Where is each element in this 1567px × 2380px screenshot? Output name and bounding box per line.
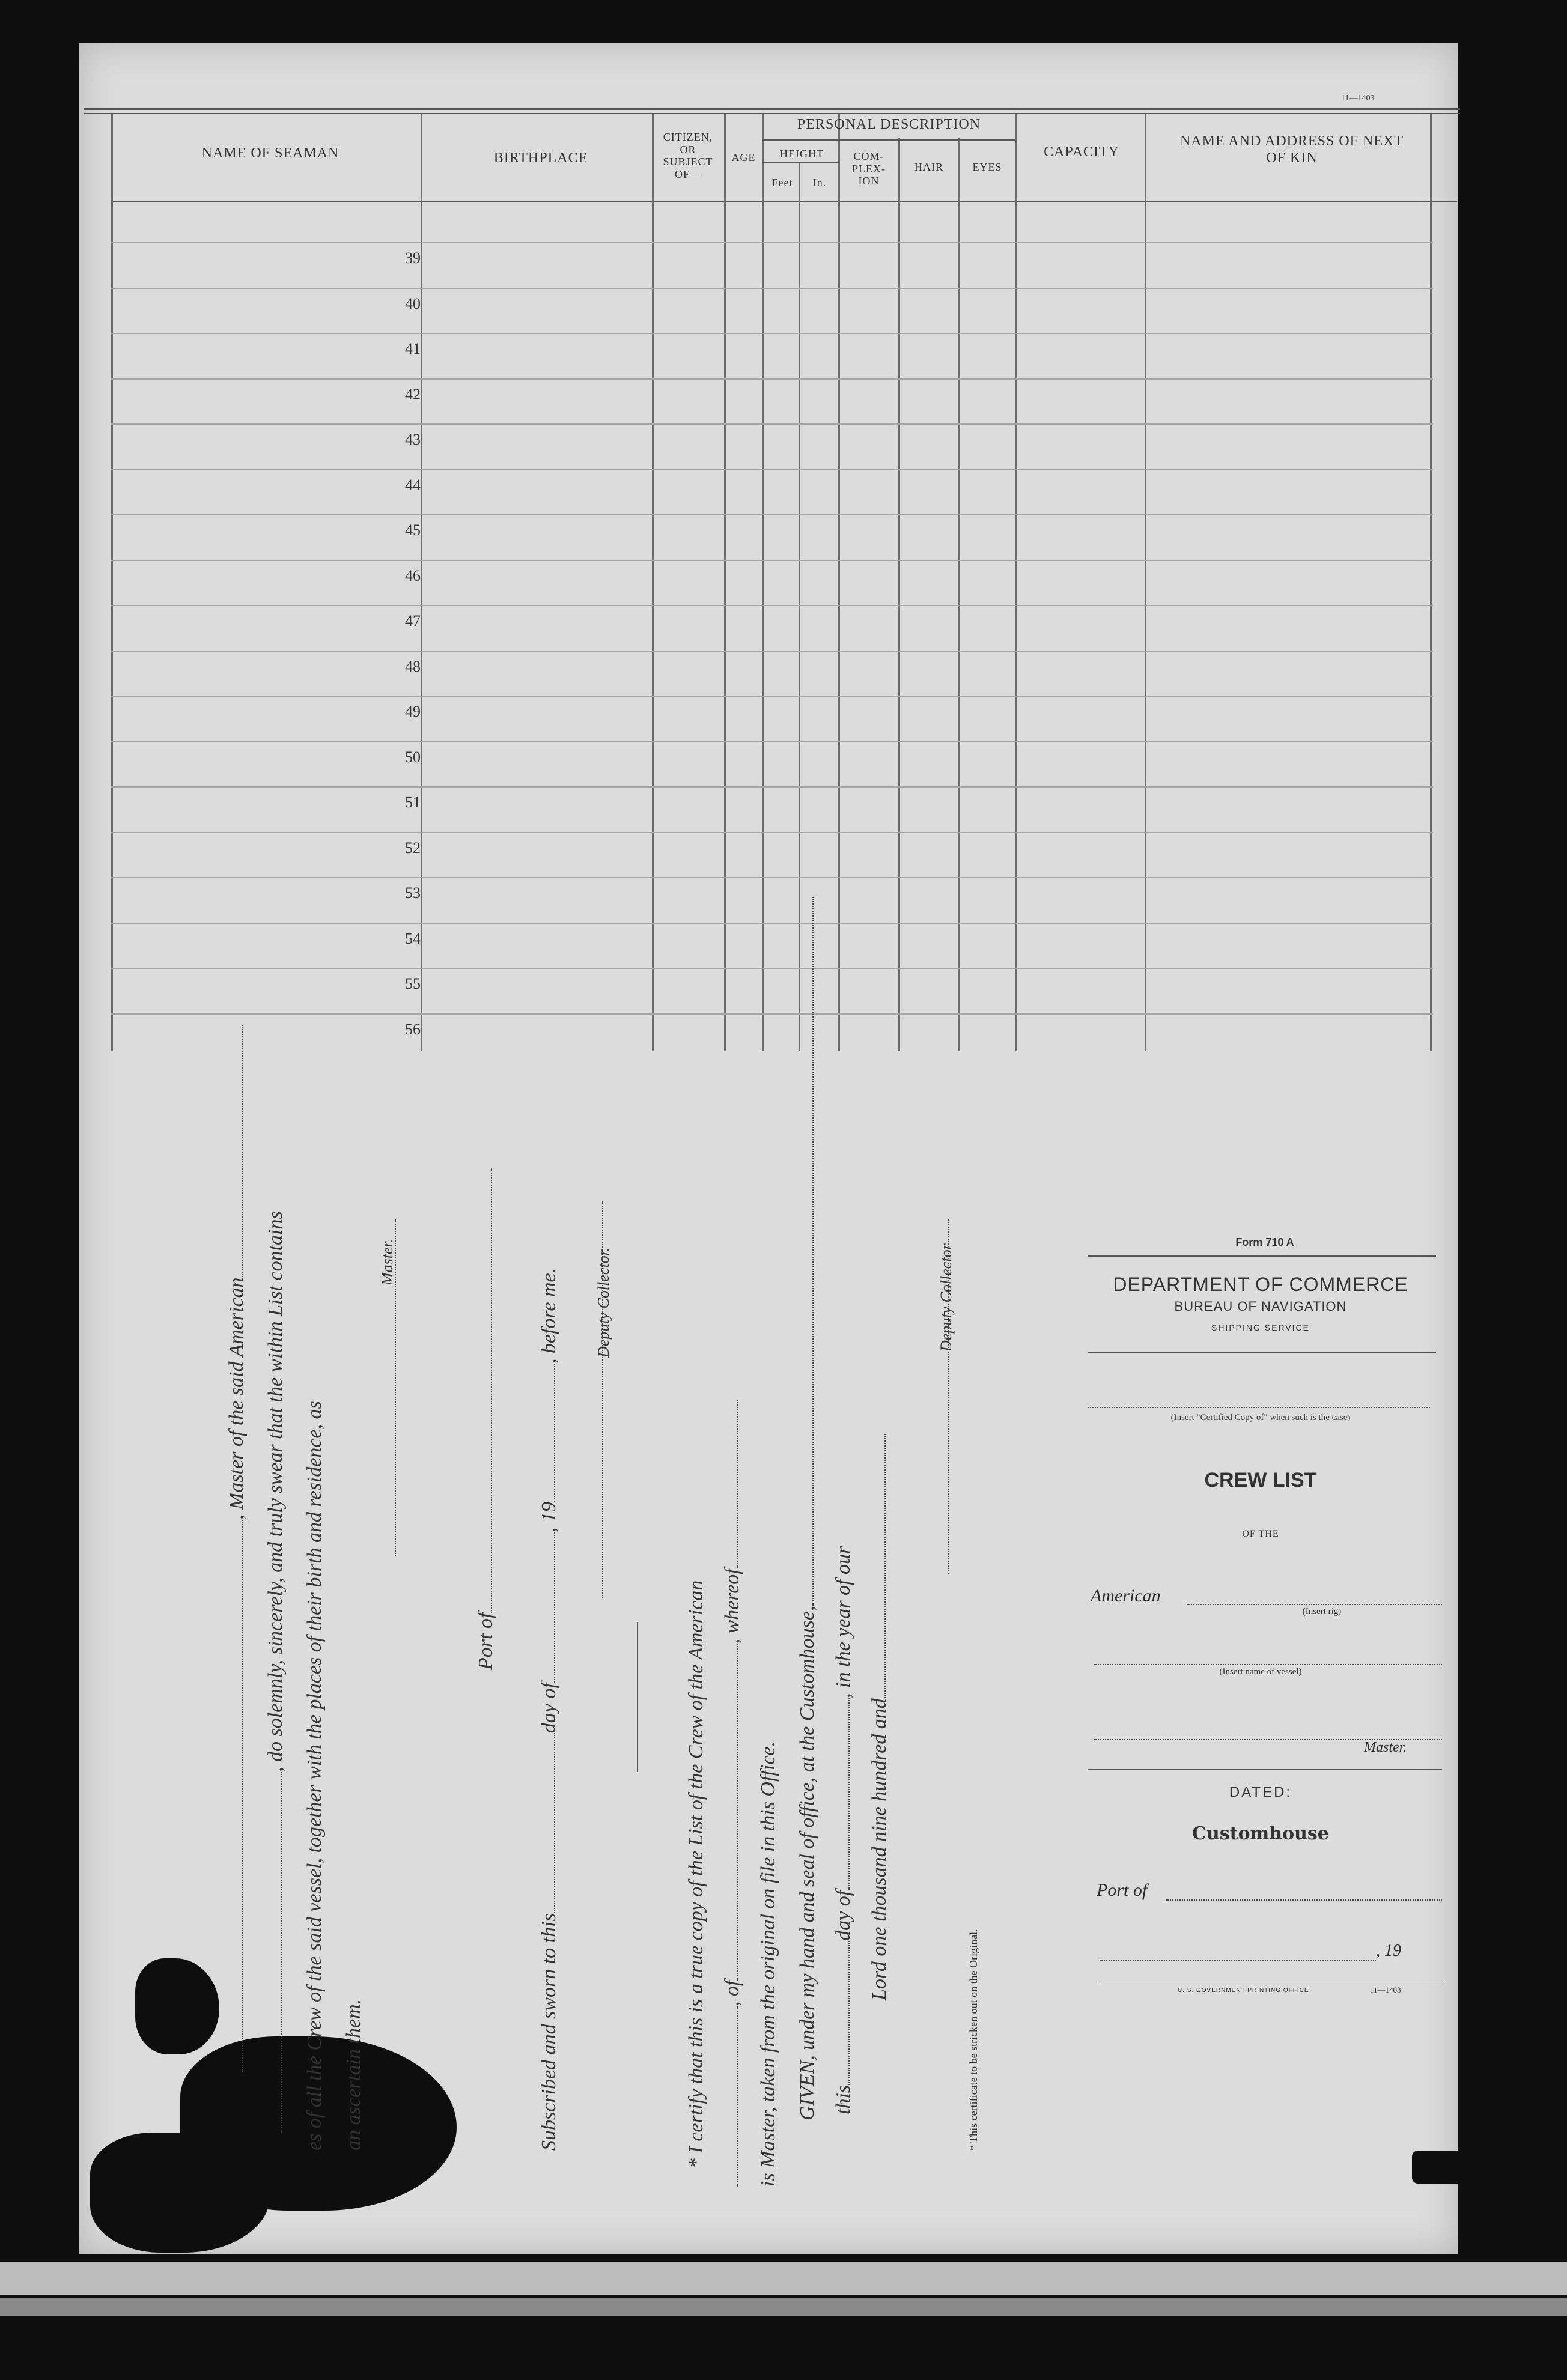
cover-master-label: Master.	[1364, 1740, 1407, 1755]
certify-footnote: * This certificate to be stricken out on the Original.	[967, 1929, 979, 2151]
lower-page-edge	[0, 2262, 1567, 2295]
column-inches: In.	[812, 177, 827, 189]
customhouse-label: Customhouse	[1192, 1823, 1329, 1844]
lower-page-shadow	[0, 2298, 1567, 2316]
certify-line-3: is Master, taken from the original on file in this Office.	[757, 1741, 779, 2187]
printer-imprint: U. S. GOVERNMENT PRINTING OFFICE	[1178, 1987, 1309, 1994]
table-row	[111, 333, 1433, 334]
certify-deputy-label: Deputy Collector	[937, 1243, 955, 1352]
column-personal-description: PERSONAL DESCRIPTION	[797, 117, 981, 132]
row-number: 48	[405, 658, 421, 675]
column-age: AGE	[731, 151, 756, 163]
department-title: DEPARTMENT OF COMMERCE	[1113, 1273, 1408, 1295]
column-next-of-kin: NAME AND ADDRESS OF NEXT OF KIN	[1179, 133, 1404, 166]
table-row	[111, 651, 1433, 652]
oath-line-1: , Master of the said American	[225, 1025, 248, 2072]
row-number: 53	[405, 884, 421, 902]
dated-label: DATED:	[1229, 1784, 1292, 1800]
master-label: Master.	[379, 1239, 396, 1286]
of-the-label: OF THE	[1242, 1529, 1279, 1539]
row-number: 55	[405, 975, 421, 992]
row-number: 51	[405, 794, 421, 811]
deputy-collector-label: Deputy Collector.	[595, 1247, 612, 1358]
certify-line-5: thisday of, in the year of our	[832, 1546, 854, 2114]
table-row	[111, 514, 1433, 515]
oath-line-3: es of all the Crew of the said vessel, together with the places of their birth and residence, as	[303, 1401, 326, 2151]
oath-line-4: an ascertain them.	[342, 1999, 365, 2151]
column-feet: Feet	[771, 177, 793, 189]
certify-line-6: Lord one thousand nine hundred and	[868, 1434, 891, 2000]
cover-year-label: , 19	[1376, 1941, 1401, 1960]
table-row	[111, 786, 1433, 788]
torn-corner	[135, 1958, 219, 2054]
table-row	[111, 605, 1433, 606]
table-row	[111, 832, 1433, 833]
certify-line-1: * I certify that this is a true copy of the List of the Crew of the American	[685, 1580, 707, 2169]
crew-list-title: CREW LIST	[1204, 1469, 1317, 1492]
form-number: Form 710 A	[1235, 1236, 1294, 1248]
subscribed-sworn-line: Subscribed and sworn to thisday of, 19, before me.	[538, 1267, 560, 2151]
row-number: 49	[405, 703, 421, 720]
table-row	[111, 560, 1433, 561]
row-number: 54	[405, 930, 421, 947]
table-row	[111, 696, 1433, 697]
table-row	[111, 741, 1433, 742]
row-number: 46	[405, 567, 421, 584]
american-label: American	[1091, 1586, 1161, 1606]
row-number: 42	[405, 386, 421, 403]
row-number: 39	[405, 249, 421, 267]
certify-line-2: , of, whereof	[721, 1400, 744, 2187]
row-number: 47	[405, 612, 421, 630]
row-number: 56	[405, 1021, 421, 1038]
column-hair: HAIR	[914, 161, 943, 173]
insert-vessel-label: (Insert name of vessel)	[1219, 1667, 1302, 1677]
ink-blot	[1412, 2151, 1463, 2184]
column-eyes: EYES	[972, 161, 1002, 173]
table-row	[111, 469, 1433, 470]
table-row	[111, 423, 1433, 425]
form-code: 11—1403	[1341, 94, 1375, 103]
column-complexion: COM- PLEX- ION	[852, 150, 886, 187]
column-height: HEIGHT	[780, 148, 824, 160]
table-row	[111, 242, 1433, 243]
certify-line-4: GIVEN, under my hand and seal of office, at the Customhouse,	[796, 897, 819, 2120]
bureau-title: BUREAU OF NAVIGATION	[1174, 1299, 1347, 1314]
table-row	[111, 1013, 1433, 1015]
table-row	[111, 288, 1433, 289]
table-row	[111, 923, 1433, 924]
port-of-label: Port of	[475, 1168, 497, 1670]
insert-rig-label: (Insert rig)	[1302, 1607, 1342, 1617]
insert-certified-note: (Insert "Certified Copy of" when such is the case)	[1170, 1413, 1351, 1422]
table-row	[111, 378, 1433, 380]
oath-line-2: , do solemnly, sincerely, and truly swear that the within List contains	[264, 1211, 287, 2133]
table-row	[111, 877, 1433, 878]
column-capacity: CAPACITY	[1044, 144, 1119, 160]
cover-port-label: Port of	[1097, 1880, 1148, 1900]
table-row	[111, 968, 1433, 969]
shipping-service: SHIPPING SERVICE	[1211, 1323, 1310, 1332]
row-number: 41	[405, 340, 421, 357]
row-number: 40	[405, 295, 421, 312]
row-number: 52	[405, 839, 421, 857]
row-number: 43	[405, 431, 421, 448]
column-birthplace: BIRTHPLACE	[493, 150, 588, 166]
printer-code: 11—1403	[1370, 1985, 1401, 1994]
row-number: 44	[405, 476, 421, 494]
row-number: 45	[405, 521, 421, 539]
column-citizen: CITIZEN, OR SUBJECT OF—	[663, 131, 713, 181]
row-number: 50	[405, 748, 421, 766]
column-name-of-seaman: NAME OF SEAMAN	[201, 145, 339, 161]
